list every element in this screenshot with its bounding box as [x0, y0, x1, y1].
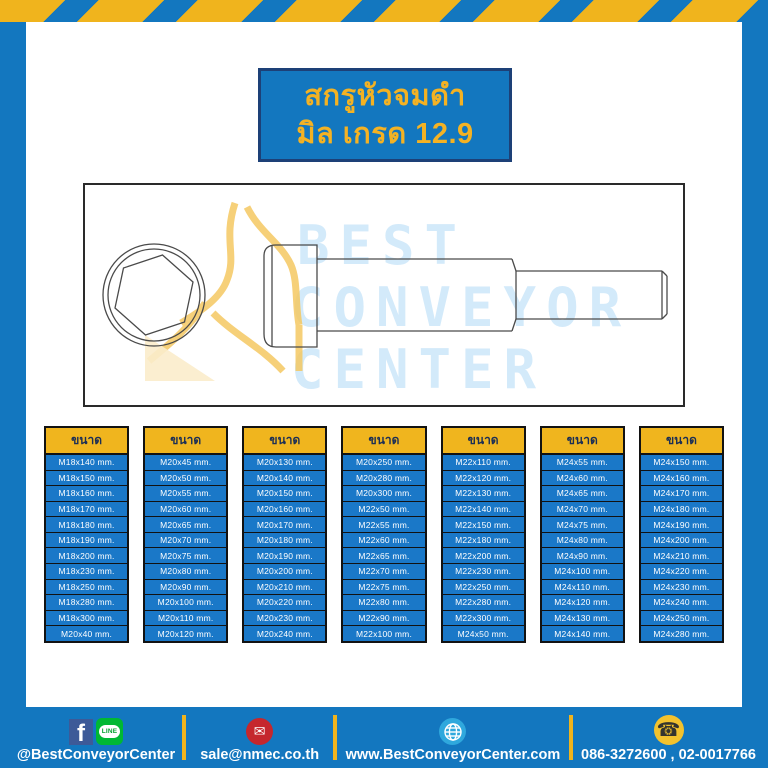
size-table-header: ขนาด	[145, 428, 226, 455]
product-title-box	[258, 68, 512, 162]
table-row: M24x180 mm.	[641, 501, 722, 517]
table-row: M24x190 mm.	[641, 516, 722, 532]
table-row: M24x210 mm.	[641, 547, 722, 563]
watermark-text-best: BEST	[297, 214, 468, 277]
table-row: M24x250 mm.	[641, 610, 722, 626]
website-url: www.BestConveyorCenter.com	[345, 747, 561, 763]
table-row: M20x55 mm.	[145, 485, 226, 501]
table-row: M20x150 mm.	[244, 485, 325, 501]
table-row: M22x90 mm.	[343, 610, 424, 626]
screw-drawing	[85, 185, 683, 405]
line-icon-label: LINE	[99, 725, 120, 738]
table-row: M18x150 mm.	[46, 470, 127, 486]
table-row: M24x80 mm.	[542, 532, 623, 548]
table-row: M24x90 mm.	[542, 547, 623, 563]
table-row: M22x110 mm.	[443, 455, 524, 470]
table-row: M22x200 mm.	[443, 547, 524, 563]
table-row: M22x75 mm.	[343, 579, 424, 595]
table-row: M24x55 mm.	[542, 455, 623, 470]
size-table	[341, 426, 426, 643]
table-row: M22x130 mm.	[443, 485, 524, 501]
size-table	[44, 426, 129, 643]
table-row: M20x80 mm.	[145, 563, 226, 579]
table-row: M20x220 mm.	[244, 594, 325, 610]
product-title-line1: สกรูหัวจมดำ	[304, 80, 466, 112]
globe-icon	[439, 718, 466, 745]
size-table-header: ขนาด	[641, 428, 722, 455]
table-row: M20x160 mm.	[244, 501, 325, 517]
table-row: M24x60 mm.	[542, 470, 623, 486]
table-row: M20x130 mm.	[244, 455, 325, 470]
table-row: M24x120 mm.	[542, 594, 623, 610]
table-row: M24x140 mm.	[542, 625, 623, 641]
table-row: M20x300 mm.	[343, 485, 424, 501]
table-row: M20x250 mm.	[343, 455, 424, 470]
table-row: M20x140 mm.	[244, 470, 325, 486]
table-row: M24x240 mm.	[641, 594, 722, 610]
table-row: M20x40 mm.	[46, 625, 127, 641]
watermark-text-center: CENTER	[291, 338, 547, 401]
size-table-header: ขนาด	[443, 428, 524, 455]
table-row: M24x200 mm.	[641, 532, 722, 548]
table-row: M20x200 mm.	[244, 563, 325, 579]
phone-icon: ☎	[654, 715, 684, 745]
table-row: M18x200 mm.	[46, 547, 127, 563]
table-row: M24x110 mm.	[542, 579, 623, 595]
size-table-header: ขนาด	[46, 428, 127, 455]
table-row: M18x140 mm.	[46, 455, 127, 470]
table-row: M18x160 mm.	[46, 485, 127, 501]
caution-stripes	[0, 0, 768, 22]
table-row: M22x280 mm.	[443, 594, 524, 610]
size-table	[540, 426, 625, 643]
table-row: M20x110 mm.	[145, 610, 226, 626]
table-row: M18x280 mm.	[46, 594, 127, 610]
best-logo-watermark	[149, 203, 299, 371]
table-row: M20x60 mm.	[145, 501, 226, 517]
table-row: M20x170 mm.	[244, 516, 325, 532]
table-row: M22x140 mm.	[443, 501, 524, 517]
size-table-header: ขนาด	[343, 428, 424, 455]
table-row: M22x150 mm.	[443, 516, 524, 532]
table-row: M22x55 mm.	[343, 516, 424, 532]
size-table	[639, 426, 724, 643]
table-row: M18x230 mm.	[46, 563, 127, 579]
table-row: M24x170 mm.	[641, 485, 722, 501]
table-row: M18x250 mm.	[46, 579, 127, 595]
table-row: M22x60 mm.	[343, 532, 424, 548]
table-row: M24x65 mm.	[542, 485, 623, 501]
table-row: M20x180 mm.	[244, 532, 325, 548]
table-row: M20x70 mm.	[145, 532, 226, 548]
watermark-text-conveyor: CONVEYOR	[291, 276, 632, 339]
best-logo-watermark-fill	[145, 335, 215, 381]
line-icon	[96, 718, 123, 745]
table-row: M24x150 mm.	[641, 455, 722, 470]
footer-divider	[569, 715, 573, 760]
table-row: M22x250 mm.	[443, 579, 524, 595]
table-row: M20x240 mm.	[244, 625, 325, 641]
table-row: M20x90 mm.	[145, 579, 226, 595]
footer-divider	[182, 715, 186, 760]
table-row: M20x230 mm.	[244, 610, 325, 626]
table-row: M24x220 mm.	[641, 563, 722, 579]
table-row: M20x190 mm.	[244, 547, 325, 563]
table-row: M22x230 mm.	[443, 563, 524, 579]
technical-drawing	[83, 183, 685, 407]
footer-facebook-section	[16, 707, 176, 768]
table-row: M22x65 mm.	[343, 547, 424, 563]
table-row: M20x45 mm.	[145, 455, 226, 470]
table-row: M24x160 mm.	[641, 470, 722, 486]
table-row: M20x65 mm.	[145, 516, 226, 532]
table-row: M20x75 mm.	[145, 547, 226, 563]
table-row: M20x280 mm.	[343, 470, 424, 486]
size-table	[143, 426, 228, 643]
size-table-header: ขนาด	[542, 428, 623, 455]
content-area	[26, 22, 742, 707]
table-row: M22x70 mm.	[343, 563, 424, 579]
table-row: M20x210 mm.	[244, 579, 325, 595]
table-row: M22x80 mm.	[343, 594, 424, 610]
footer-divider	[333, 715, 337, 760]
footer-website-section	[343, 707, 562, 768]
table-row: M18x190 mm.	[46, 532, 127, 548]
table-row: M24x280 mm.	[641, 625, 722, 641]
table-row: M24x70 mm.	[542, 501, 623, 517]
table-row: M24x100 mm.	[542, 563, 623, 579]
mail-icon: ✉	[246, 718, 273, 745]
table-row: M22x120 mm.	[443, 470, 524, 486]
table-row: M24x75 mm.	[542, 516, 623, 532]
size-tables	[44, 426, 724, 643]
table-row: M22x50 mm.	[343, 501, 424, 517]
table-row: M24x50 mm.	[443, 625, 524, 641]
table-row: M22x300 mm.	[443, 610, 524, 626]
product-title-line2: มิล เกรด 12.9	[296, 118, 474, 150]
footer-email-section	[192, 707, 326, 768]
table-row: M24x230 mm.	[641, 579, 722, 595]
table-row: M20x50 mm.	[145, 470, 226, 486]
size-table	[242, 426, 327, 643]
size-table	[441, 426, 526, 643]
table-row: M22x100 mm.	[343, 625, 424, 641]
phone-numbers: 086-3272600 , 02-0017766	[581, 747, 756, 763]
footer	[0, 707, 768, 768]
table-row: M20x120 mm.	[145, 625, 226, 641]
table-row: M24x130 mm.	[542, 610, 623, 626]
table-row: M18x300 mm.	[46, 610, 127, 626]
facebook-handle: @BestConveyorCenter	[16, 747, 176, 763]
facebook-icon: f	[69, 719, 93, 745]
table-row: M22x180 mm.	[443, 532, 524, 548]
table-row: M18x170 mm.	[46, 501, 127, 517]
table-row: M20x100 mm.	[145, 594, 226, 610]
size-table-header: ขนาด	[244, 428, 325, 455]
email-address: sale@nmec.co.th	[200, 747, 320, 763]
footer-phone-section	[579, 707, 758, 768]
table-row: M18x180 mm.	[46, 516, 127, 532]
